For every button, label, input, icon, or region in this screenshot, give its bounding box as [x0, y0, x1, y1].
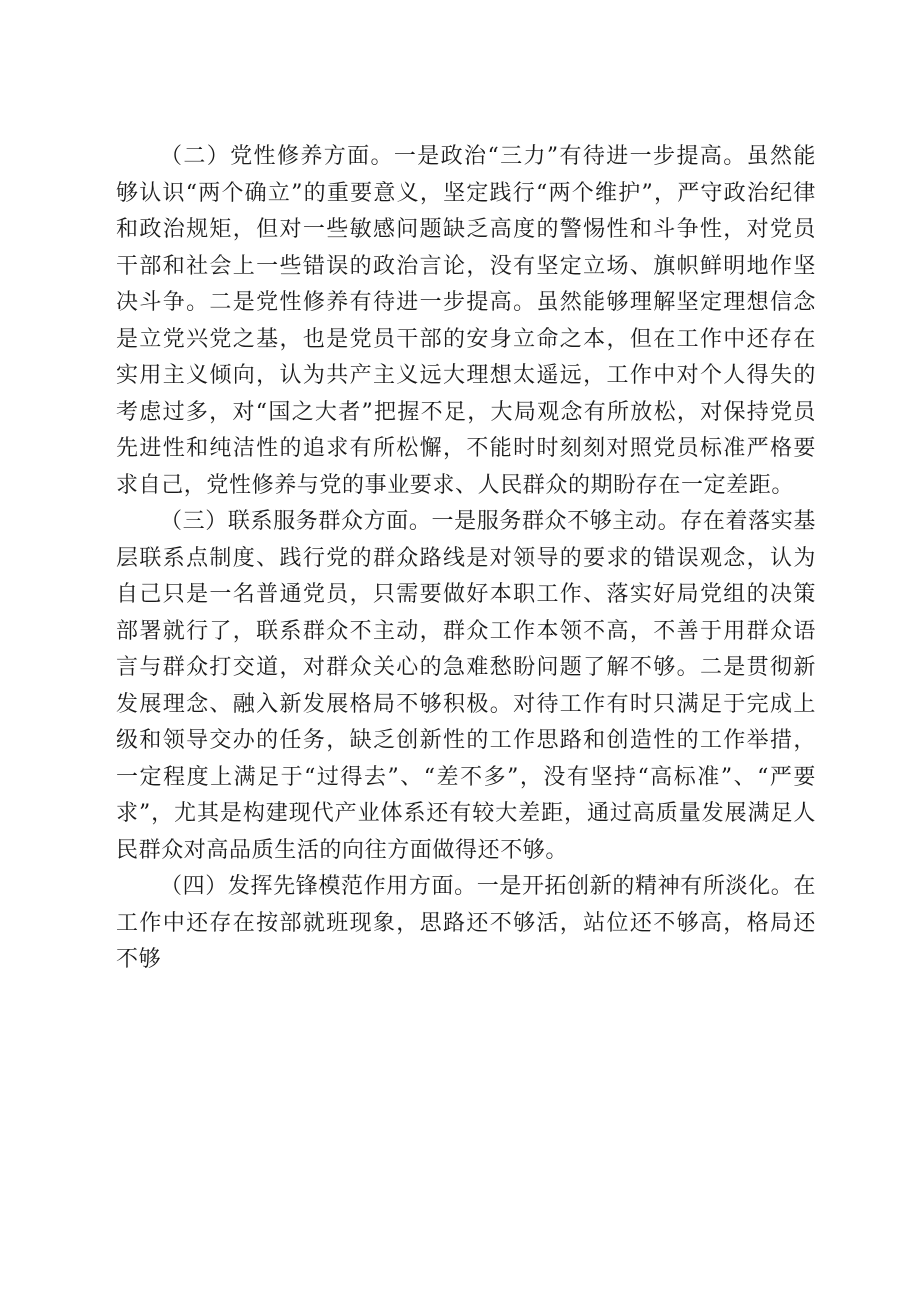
paragraph-serving-masses: （三）联系服务群众方面。一是服务群众不够主动。存在着落实基层联系点制度、践行党的群众路线是对领导的要求的错误观念，认为自己只是一名普通党员，只需要做好本职工作、落实好局党组的决策部署就行了，联系群众不主动，群众工作本领不高，不善于用群众语言与群众打交道，对群众关心的急难愁盼问题了解不够。二是贯彻新发展理念、融入新发展格局不够积极。对待工作有时只满足于完成上级和领导交办的任务，缺乏创新性的工作思路和创造性的工作举措，一定程度上满足于“过得去”、“差不多”，没有坚持“高标准”、“严要求”，尤其是构建现代产业体系还有较大差距，通过高质量发展满足人民群众对高品质生活的向往方面做得还不够。 — [116, 509, 816, 863]
document-body — [116, 139, 816, 979]
paragraph-party-spirit: （二）党性修养方面。一是政治“三力”有待进一步提高。虽然能够认识“两个确立”的重要意义，坚定践行“两个维护”，严守政治纪律和政治规矩，但对一些敏感问题缺乏高度的警惕性和斗争性，对党员干部和社会上一些错误的政治言论，没有坚定立场、旗帜鲜明地作坚决斗争。二是党性修养有待进一步提高。虽然能够理解坚定理想信念是立党兴党之基，也是党员干部的安身立命之本，但在工作中还存在实用主义倾向，认为共产主义远大理想太遥远，工作中对个人得失的考虑过多，对“国之大者”把握不足，大局观念有所放松，对保持党员先进性和纯洁性的追求有所松懈，不能时时刻刻对照党员标准严格要求自己，党性修养与党的事业要求、人民群众的期盼存在一定差距。 — [116, 144, 816, 498]
paragraph-vanguard-role: （四）发挥先锋模范作用方面。一是开拓创新的精神有所淡化。在工作中还存在按部就班现象，思路还不够活，站位还不够高，格局还不够 — [116, 874, 816, 972]
